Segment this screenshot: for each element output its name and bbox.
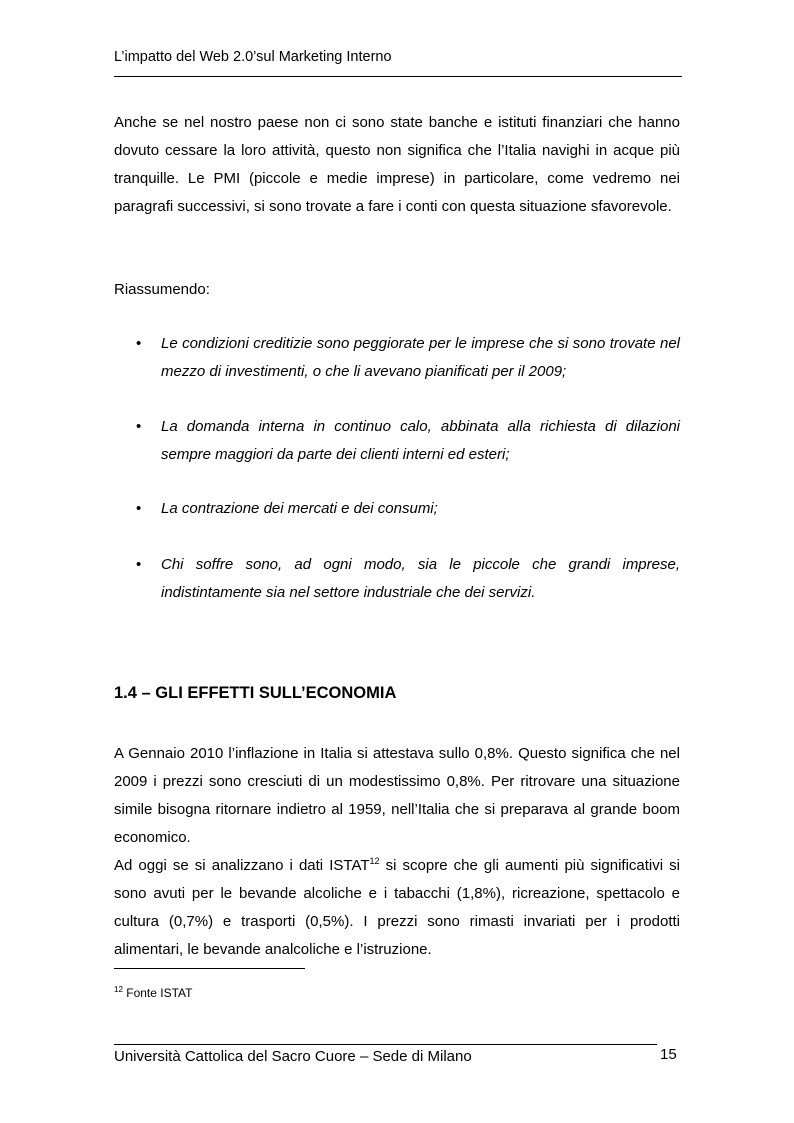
section-heading: 1.4 – GLI EFFETTI SULL’ECONOMIA (114, 684, 397, 702)
footer-rule (114, 1044, 657, 1045)
page-number: 15 (660, 1046, 677, 1063)
bullet-marker: • (136, 556, 142, 573)
footer-text: Università Cattolica del Sacro Cuore – Sede di Milano (114, 1048, 472, 1065)
bullet-item (114, 413, 680, 469)
footnote (114, 985, 192, 1001)
bullet-text: Le condizioni creditizie sono peggiorate per le imprese che si sono trovate nel mezzo di investimenti, o che li avevano pianificati per il 2009; (161, 335, 680, 380)
footnote-reference[interactable]: 12 (369, 856, 380, 866)
footnote-rule (114, 968, 305, 969)
bullet-item (114, 330, 680, 386)
paragraph-istat-start: Ad oggi se si analizzano i dati ISTAT (114, 857, 370, 874)
bullet-item (114, 495, 680, 523)
paragraph-istat (114, 852, 680, 964)
running-header: L’impatto del Web 2.0’sul Marketing Interno (114, 49, 392, 65)
paragraph-inflation: A Gennaio 2010 l’inflazione in Italia si attestava sullo 0,8%. Questo significa che nel 2009 i prezzi sono cresciuti di un modestissimo 0,8%. Per ritrovare una situazione simile bisogna ritornare indietro al 1959, nell’Italia che si preparava al grande boom economico. (114, 745, 680, 846)
bullet-text: La domanda interna in continuo calo, abbinata alla richiesta di dilazioni sempre maggiori da parte dei clienti interni ed esteri; (161, 418, 680, 463)
bullet-text: La contrazione dei mercati e dei consumi; (161, 500, 438, 517)
bullet-marker: • (136, 335, 142, 352)
footnote-number: 12 (114, 985, 123, 994)
bullet-marker: • (136, 500, 142, 517)
bullet-marker: • (136, 418, 142, 435)
paragraph-intro: Anche se nel nostro paese non ci sono state banche e istituti finanziari che hanno dovuto cessare la loro attività, questo non significa che l’Italia navighi in acque più tranquille. Le PMI (piccole e medie imprese) in particolare, come vedremo nei paragrafi successivi, si sono trovate a fare i conti con questa situazione sfavorevole. (114, 114, 680, 215)
header-rule (114, 76, 682, 77)
summary-label: Riassumendo: (114, 281, 210, 298)
footnote-text: Fonte ISTAT (122, 986, 193, 1000)
bullet-item (114, 551, 680, 607)
paragraph-istat-end: si scopre che gli aumenti più significativi si sono avuti per le bevande alcoliche e i tabacchi (1,8%), ricreazione, spettacolo e cultura (0,7%) e trasporti (0,5%). I prezzi sono rimasti invariati per i prodotti alimentari, le bevande analcoliche e l’istruzione. (114, 857, 680, 958)
bullet-text: Chi soffre sono, ad ogni modo, sia le piccole che grandi imprese, indistintamente sia nel settore industriale che dei servizi. (161, 556, 680, 601)
